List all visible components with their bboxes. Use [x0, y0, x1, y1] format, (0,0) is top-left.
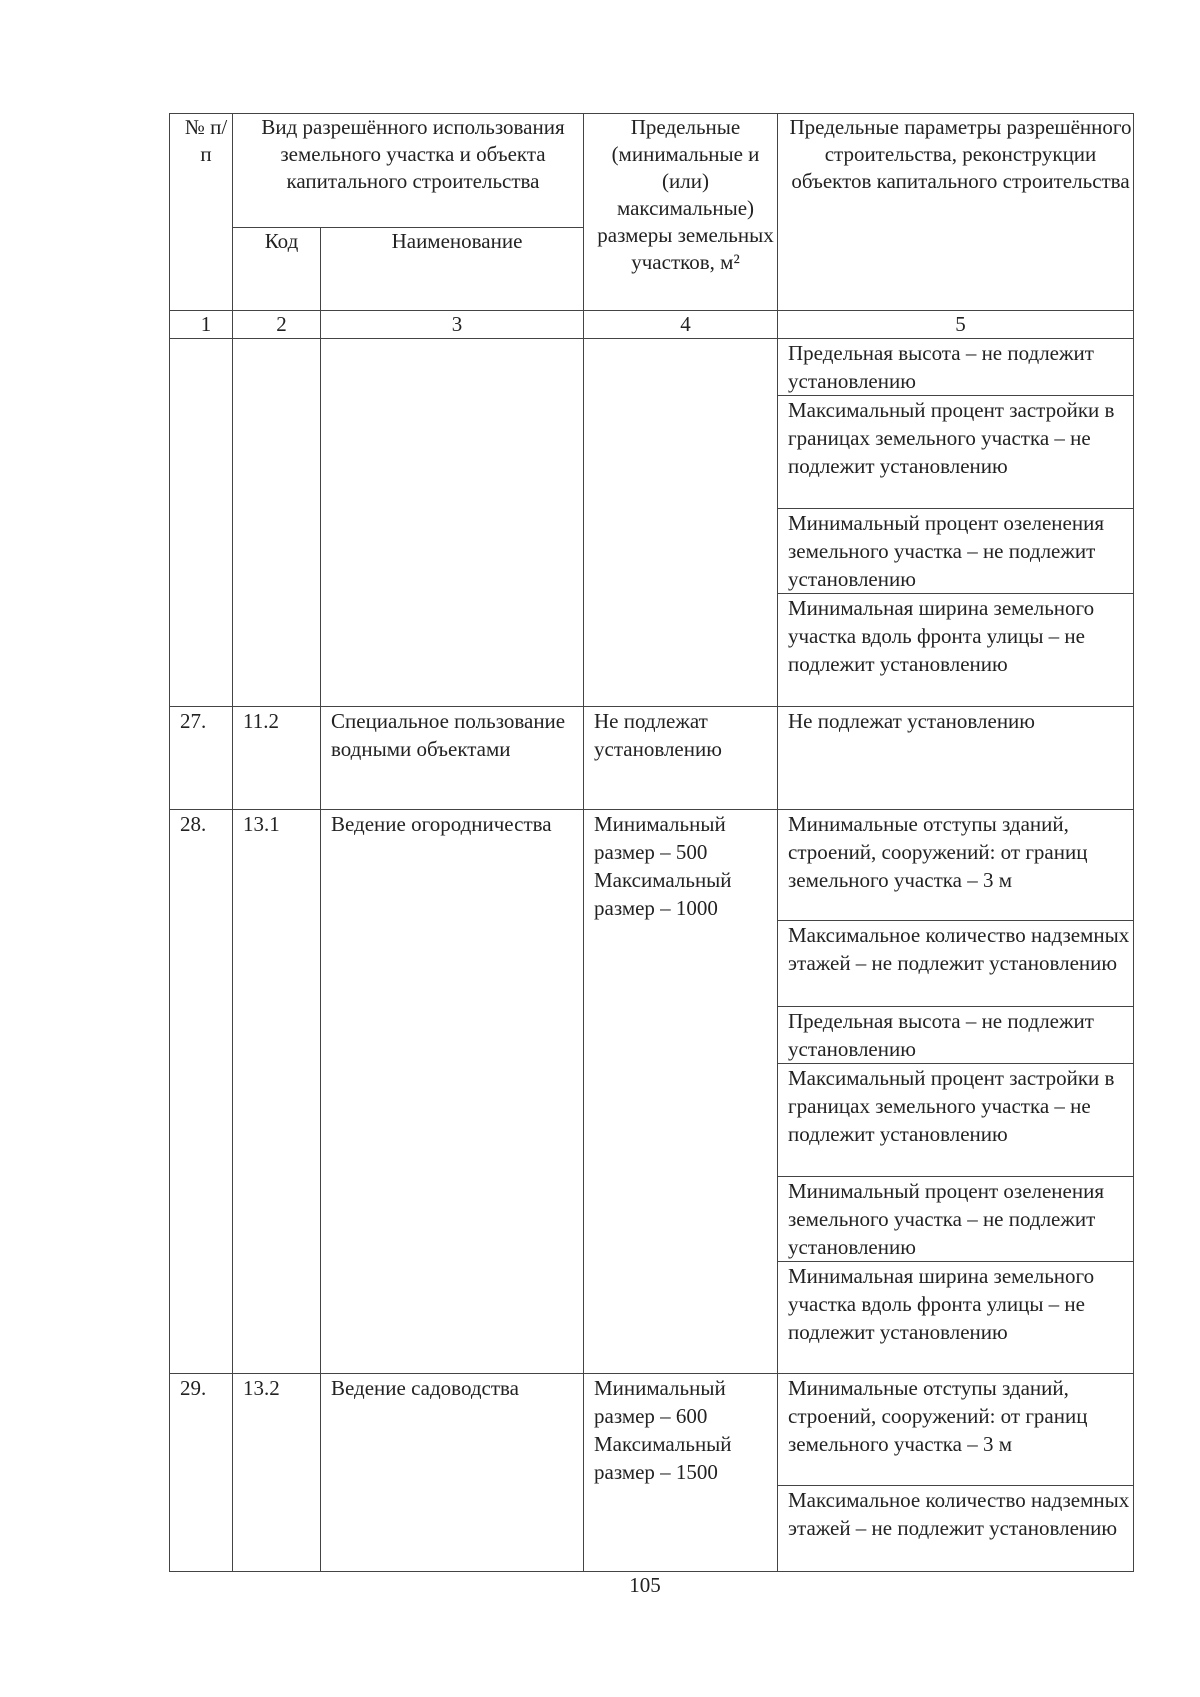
param-min-width: Минимальная ширина земельного участка вдоль фронта улицы – не подлежит установлению [778, 594, 1134, 707]
column-number-5: 5 [778, 311, 1134, 339]
header-name: Наименование [321, 228, 584, 311]
row-29-number: 29. [170, 1374, 233, 1572]
row-27-params: Не подлежат установлению [778, 707, 1134, 810]
header-number: № п/п [170, 114, 233, 311]
column-number-2: 2 [233, 311, 321, 339]
row-29-code: 13.2 [233, 1374, 321, 1572]
row-28-size: Минимальный размер – 500 Максимальный размер – 1000 [584, 810, 778, 1374]
cont-size-cell [584, 339, 778, 707]
row-29-size: Минимальный размер – 600 Максимальный размер – 1500 [584, 1374, 778, 1572]
row-28-number: 28. [170, 810, 233, 1374]
row-29-param-setbacks: Минимальные отступы зданий, строений, сооружений: от границ земельного участка – 3 м [778, 1374, 1134, 1486]
row-28-param-max-coverage: Максимальный процент застройки в границах земельного участка – не подлежит установлению [778, 1064, 1134, 1177]
land-use-regulations-table [169, 113, 1134, 1572]
row-29-name: Ведение садоводства [321, 1374, 584, 1572]
header-construction-params: Предельные параметры разрешённого строительства, реконструкции объектов капитального строительства [778, 114, 1134, 311]
row-27-size: Не подлежат установлению [584, 707, 778, 810]
column-number-3: 3 [321, 311, 584, 339]
param-max-coverage: Максимальный процент застройки в границах земельного участка – не подлежит установлению [778, 396, 1134, 509]
row-28-code: 13.1 [233, 810, 321, 1374]
cont-number-cell [170, 339, 233, 707]
row-28-param-floors: Максимальное количество надземных этажей – не подлежит установлению [778, 921, 1134, 1007]
header-land-use-type: Вид разрешённого использования земельного участка и объекта капитального строительства [233, 114, 584, 228]
column-number-4: 4 [584, 311, 778, 339]
row-27-code: 11.2 [233, 707, 321, 810]
row-28-name: Ведение огородничества [321, 810, 584, 1374]
row-29-param-floors: Максимальное количество надземных этажей – не подлежит установлению [778, 1486, 1134, 1572]
column-number-1: 1 [170, 311, 233, 339]
param-height: Предельная высота – не подлежит установлению [778, 339, 1134, 396]
row-28-param-height: Предельная высота – не подлежит установлению [778, 1007, 1134, 1064]
row-27-name: Специальное пользование водными объектами [321, 707, 584, 810]
row-28-param-min-width: Минимальная ширина земельного участка вдоль фронта улицы – не подлежит установлению [778, 1262, 1134, 1374]
header-code: Код [233, 228, 321, 311]
page-number: 105 [629, 1573, 661, 1597]
cont-name-cell [321, 339, 584, 707]
row-28-param-min-greening: Минимальный процент озеленения земельного участка – не подлежит установлению [778, 1177, 1134, 1262]
header-plot-size: Предельные (минимальные и (или) максимальные) размеры земельных участков, м² [584, 114, 778, 311]
cont-code-cell [233, 339, 321, 707]
row-27-number: 27. [170, 707, 233, 810]
row-28-param-setbacks: Минимальные отступы зданий, строений, сооружений: от границ земельного участка – 3 м [778, 810, 1134, 921]
param-min-greening: Минимальный процент озеленения земельного участка – не подлежит установлению [778, 509, 1134, 594]
